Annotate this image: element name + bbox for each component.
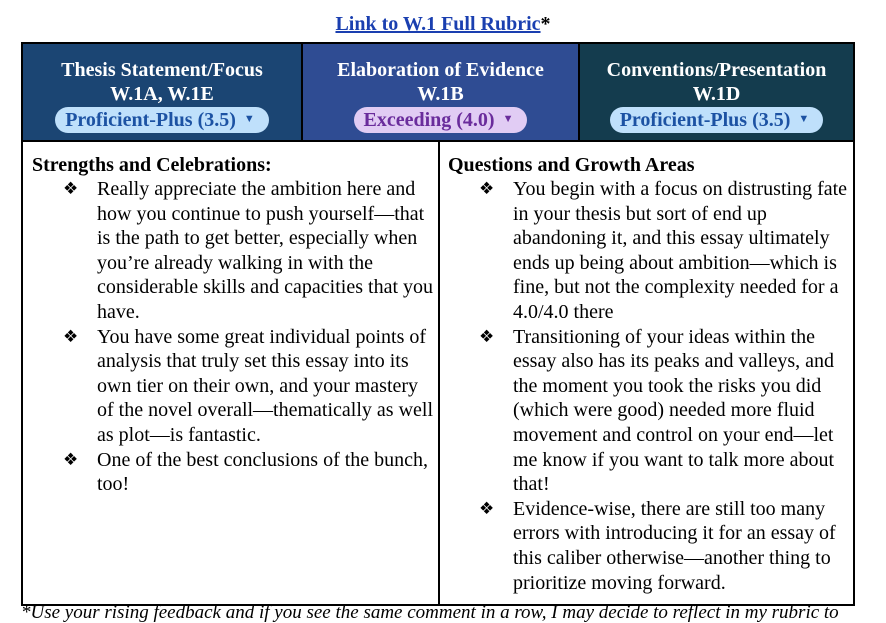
feedback-panel [21,140,855,606]
chevron-down-icon: ▼ [502,113,514,126]
list-item-text: One of the best conclusions of the bunch, too! [97,448,429,496]
standard-code: W.1D [692,83,741,105]
full-rubric-link[interactable]: Link to W.1 Full Rubric [335,13,541,35]
list-item-text: You begin with a focus on distrusting fate in your thesis but sort of end up abandoning it, and this essay ultimately ends up being about ambition—which is fine, but not the complexity needed for a 4.0/4.0 there [513,178,848,323]
standard-code: W.1A, W.1E [110,83,214,105]
score-dropdown-thesis[interactable] [55,107,269,133]
diamond-bullet-icon: ❖ [479,179,495,199]
growth-section [440,142,853,604]
list-item [32,448,438,497]
rubric-score-table [21,42,855,142]
list-item [448,177,853,325]
strengths-heading: Strengths and Celebrations: [32,154,272,176]
chevron-down-icon: ▼ [243,113,255,126]
list-item [32,325,438,448]
diamond-bullet-icon: ❖ [479,498,495,519]
chevron-down-icon: ▼ [798,113,810,126]
diamond-bullet-icon: ❖ [63,179,79,199]
strengths-list [32,177,438,497]
rubric-title: Thesis Statement/Focus [61,59,263,81]
diamond-bullet-icon: ❖ [63,326,79,347]
score-value: Proficient-Plus (3.5) [65,109,236,131]
growth-heading: Questions and Growth Areas [448,154,695,176]
score-dropdown-conventions[interactable] [610,107,824,133]
footnote-text: *Use your rising feedback and if you see the same comment in a row, I may decide to reflect in my rubric to [21,603,839,623]
growth-list [448,177,853,595]
strengths-section [23,142,440,604]
rubric-column-conventions [578,44,853,140]
list-item-text: Evidence-wise, there are still too many errors with introducing it for an essay of this caliber otherwise—another thing to prioritize moving forward. [513,497,836,594]
list-item [448,325,853,497]
score-value: Proficient-Plus (3.5) [619,109,791,131]
diamond-bullet-icon: ❖ [63,449,79,470]
rubric-title: Elaboration of Evidence [337,59,544,81]
rubric-column-elaboration [301,44,578,140]
score-value: Exceeding (4.0) [363,109,495,131]
rubric-link-heading [0,12,886,36]
diamond-bullet-icon: ❖ [479,326,495,347]
list-item [32,177,438,325]
rubric-column-thesis [23,44,301,140]
list-item-text: You have some great individual points of analysis that truly set this essay into its own tier on their own, and your mastery of the novel overall—thematically as well as plot—is fantastic. [97,325,433,446]
list-item [448,497,853,595]
list-item-text: Really appreciate the ambition here and how you continue to push yourself—that is the path to get better, especially when you’re already walking in with the considerable skills and capacities that you have. [97,178,434,323]
list-item-text: Transitioning of your ideas within the essay also has its peaks and valleys, and the moment you took the risks you did (which were good) needed more fluid movement and control on your end—let me know if you want to talk more about that! [513,325,835,496]
rubric-title: Conventions/Presentation [606,59,827,81]
score-dropdown-elaboration[interactable] [354,107,528,133]
standard-code: W.1B [417,83,464,105]
asterisk-mark: * [540,13,551,35]
